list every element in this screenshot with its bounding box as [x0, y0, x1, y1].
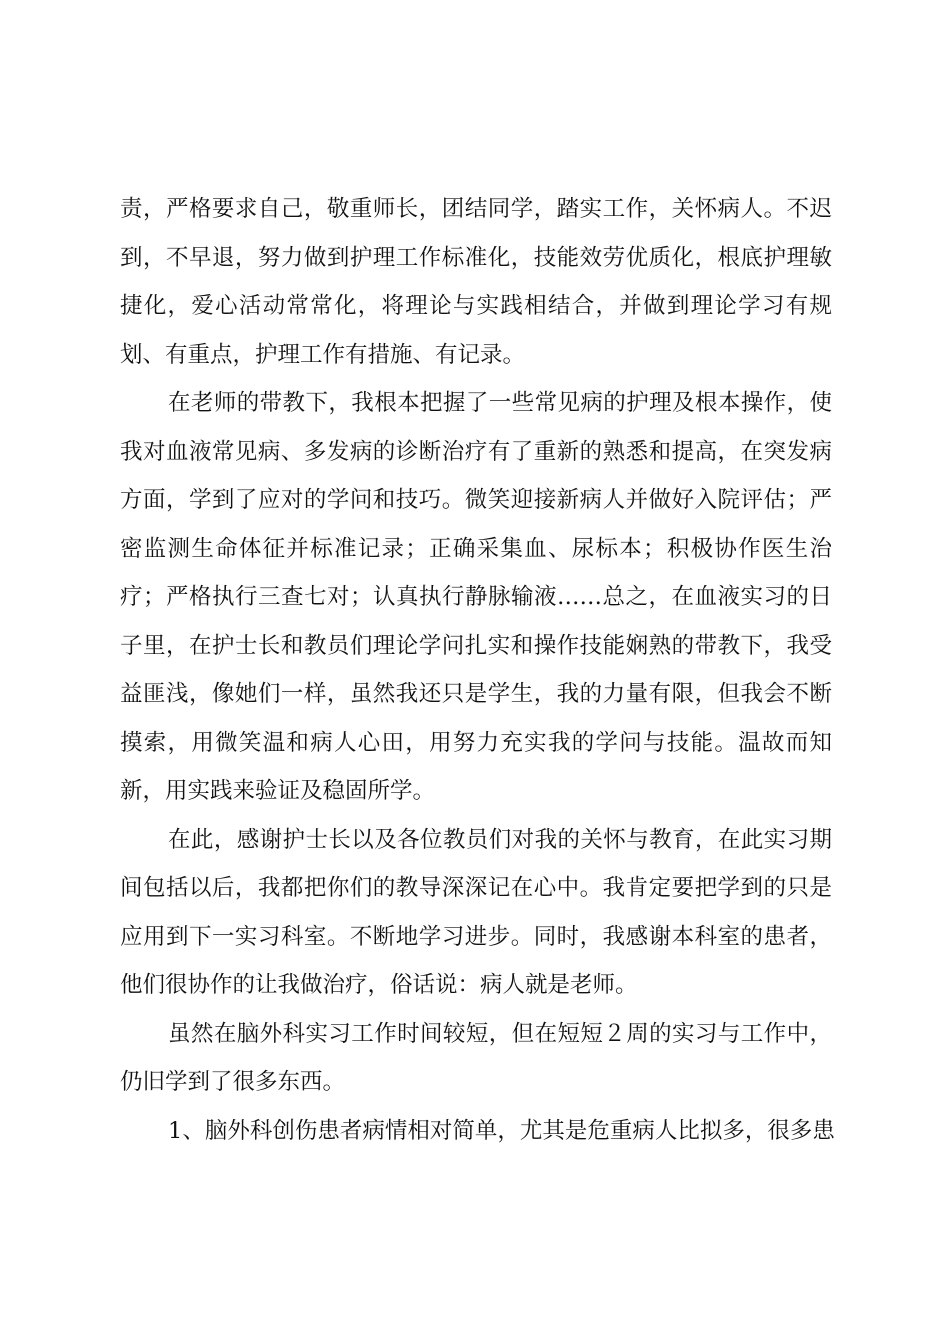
text-line: 子里，在护士长和教员们理论学问扎实和操作技能娴熟的带教下，我受: [120, 632, 832, 659]
text-line: 捷化，爱心活动常常化，将理论与实践相结合，并做到理论学习有规: [120, 293, 832, 319]
text-line: 新，用实践来验证及稳固所学。: [120, 778, 436, 804]
text-line: 摸索，用微笑温和病人心田，用努力充实我的学问与技能。温故而知: [120, 729, 832, 756]
paragraph: [120, 185, 832, 379]
text-line: 责，严格要求自己，敬重师长，团结同学，踏实工作，关怀病人。不迟: [120, 196, 832, 222]
paragraph: [120, 379, 832, 816]
text-line: 到，不早退，努力做到护理工作标准化，技能效劳优质化，根底护理敏: [120, 244, 832, 271]
text-line: 仍旧学到了很多东西。: [120, 1069, 346, 1095]
paragraph: [120, 1107, 835, 1156]
text-line: 疗；严格执行三查七对；认真执行静脉输液……总之，在血液实习的日: [120, 584, 832, 610]
text-line: 方面，学到了应对的学问和技巧。微笑迎接新病人并做好入院评估；严: [120, 487, 832, 513]
text-line: 益匪浅，像她们一样，虽然我还只是学生，我的力量有限，但我会不断: [120, 681, 832, 707]
text-line: 他们很协作的让我做治疗，俗话说：病人就是老师。: [120, 972, 638, 998]
paragraph: [120, 1010, 832, 1107]
text-line: 我对血液常见病、多发病的诊断治疗有了重新的熟悉和提高，在突发病: [120, 438, 832, 465]
text-line: 密监测生命体征并标准记录；正确采集血、尿标本；积极协作医生治: [120, 535, 832, 562]
text-line: 应用到下一实习科室。不断地学习进步。同时，我感谢本科室的患者，: [120, 923, 832, 950]
text-line: 虽然在脑外科实习工作时间较短，但在短短２周的实习与工作中，: [168, 1020, 832, 1047]
text-line: 1、脑外科创伤患者病情相对简单，尤其是危重病人比拟多，很多患: [168, 1117, 835, 1144]
text-line: 间包括以后，我都把你们的教导深深记在心中。我肯定要把学到的只是: [120, 875, 832, 901]
paragraph: [120, 816, 832, 1010]
document-body: [120, 185, 835, 1155]
text-line: 在此，感谢护士长以及各位教员们对我的关怀与教育，在此实习期: [168, 826, 832, 853]
text-line: 在老师的带教下，我根本把握了一些常见病的护理及根本操作，使: [168, 390, 832, 416]
text-line: 划、有重点，护理工作有措施、有记录。: [120, 341, 526, 368]
